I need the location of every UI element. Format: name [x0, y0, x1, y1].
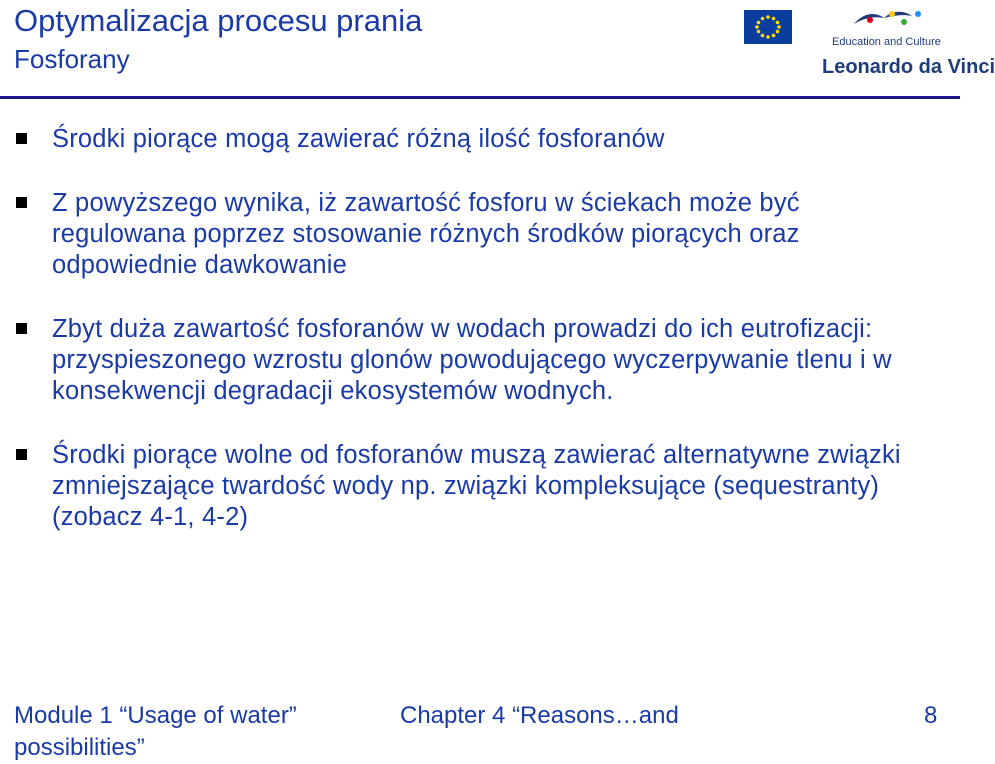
slide-title: Optymalizacja procesu prania	[14, 3, 423, 38]
square-bullet-icon	[16, 133, 27, 144]
slide-subtitle: Fosforany	[14, 44, 130, 74]
square-bullet-icon	[16, 197, 27, 208]
logo-name: Leonardo da Vinci	[822, 56, 995, 78]
bullet-item	[14, 314, 934, 407]
bullet-text: Zbyt duża zawartość fosforanów w wodach prowadzi do ich eutrofizacji: przyspieszonego wzrostu glonów powodującego wyczerpywanie tlenu i w konsekwencji degradacji ekosystemów wodnych.	[52, 315, 892, 405]
square-bullet-icon	[16, 323, 27, 334]
bullet-item	[14, 440, 934, 533]
footer-chapter: Chapter 4 “Reasons…and	[400, 702, 679, 729]
leonardo-da-vinci-logo	[742, 6, 995, 86]
bullet-text: Środki piorące wolne od fosforanów muszą zawierać alternatywne związki zmniejszające twardość wody np. związki kompleksujące (sequestranty) (zobacz 4-1, 4-2)	[52, 441, 901, 531]
bullet-text: Z powyższego wynika, iż zawartość fosforu w ściekach może być regulowana poprzez stosowanie różnych środków piorących oraz odpowiednie dawkowanie	[52, 189, 800, 279]
bullet-text: Środki piorące mogą zawierać różną ilość fosforanów	[52, 125, 665, 153]
bullet-item	[14, 124, 934, 155]
header-divider	[0, 96, 960, 99]
square-bullet-icon	[16, 449, 27, 460]
footer-module: Module 1 “Usage of water” possibilities”	[14, 702, 297, 761]
bullet-item	[14, 188, 934, 281]
logo-tagline: Education and Culture	[832, 36, 941, 48]
eu-flag	[744, 10, 792, 44]
footer-page-number: 8	[924, 702, 938, 729]
education-culture-bird-icon	[854, 11, 921, 25]
bullet-list	[14, 124, 934, 533]
